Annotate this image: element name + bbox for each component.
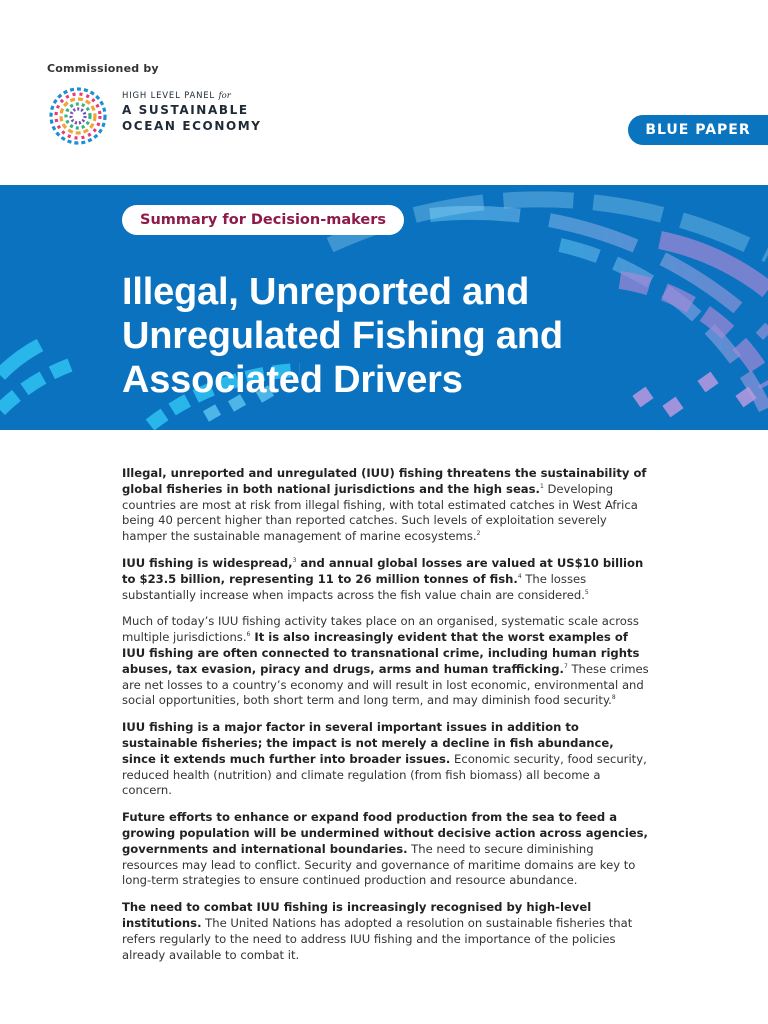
footnote-ref: 4 [517,572,522,580]
bold-text: It is also increasingly evident that the worst examples of IUU fishing are often connected to transnational crime, including human rights abuses, tax evasion, piracy and drugs, arms and human trafficking. [122,630,640,676]
body-text: These crimes are net losses to a country’s economy and will result in lost economic, environmental and social opportunities, both short term and long term, and may diminish food security. [122,661,649,708]
commissioned-by-label: Commissioned by [47,62,159,75]
logo-for: for [218,91,231,101]
body-text: The losses substantially increase when impacts across the fish value chain are considered. [122,571,587,602]
summary-paragraph [122,614,650,709]
footnote-ref: 2 [476,530,481,538]
body-text: The United Nations has adopted a resolution on sustainable fisheries that refers regularly to the need to address IUU fishing and the importance of the policies already available to combat it. [122,915,633,962]
body-text: Developing countries are most at risk from illegal fishing, with total estimated catches in West Africa being 40 percent higher than reported catches. Such levels of exploitation severely hamper the sustainable management of marine ecosystems. [122,481,638,544]
footnote-ref: 7 [563,662,568,670]
body-text: Much of today’s IUU fishing activity takes place on an organised, systematic scale across multiple jurisdictions. [122,614,639,645]
bold-text: IUU fishing is widespread, [122,555,293,570]
logo-line-2: A SUSTAINABLE [122,103,249,117]
summary-paragraph [122,466,650,545]
blue-paper-badge: BLUE PAPER [628,115,768,145]
body-text: Economic security, food security, reduced health (nutrition) and climate regulation (from fish biomass) all become a concern. [122,751,647,798]
logo-line-3: OCEAN ECONOMY [122,119,262,133]
summary-paragraph [122,556,650,603]
summary-paragraph [122,720,650,799]
panel-logo-icon [44,84,112,148]
body-text: The need to secure diminishing resources may lead to conflict. Security and governance of maritime domains are key to long-term strategies to ensure continued production and resource abundance. [122,841,636,888]
footnote-ref: 5 [584,588,589,596]
summary-paragraph [122,900,650,963]
logo-line-1: HIGH LEVEL PANEL [122,91,215,101]
bold-text: Future efforts to enhance or expand food production from the sea to feed a growing population will be undermined without decisive action across agencies, governments and international boundaries. [122,810,648,856]
bold-text: The need to combat IUU fishing is increasingly recognised by high-level institutions. [122,900,592,930]
panel-logo-text [122,91,262,133]
footnote-ref: 8 [611,694,616,702]
bold-text: IUU fishing is a major factor in several important issues in addition to sustainable fisheries; the impact is not merely a decline in fish abundance, since it extends much further into broader issues. [122,720,614,766]
summary-paragraph [122,810,650,889]
summary-tag: Summary for Decision-makers [122,205,404,235]
bold-text: Illegal, unreported and unregulated (IUU) fishing threatens the sustainability of global fisheries in both national jurisdictions and the high seas. [122,466,647,496]
footnote-ref: 1 [539,482,544,490]
page-title: Illegal, Unreported and Unregulated Fishing and Associated Drivers [122,271,563,401]
footnote-ref: 6 [246,631,251,639]
footnote-ref: 3 [292,557,297,565]
summary-body [122,466,650,974]
bold-text: and annual global losses are valued at US$10 billion to $23.5 billion, representing 11 to 26 million tonnes of fish. [122,555,644,586]
